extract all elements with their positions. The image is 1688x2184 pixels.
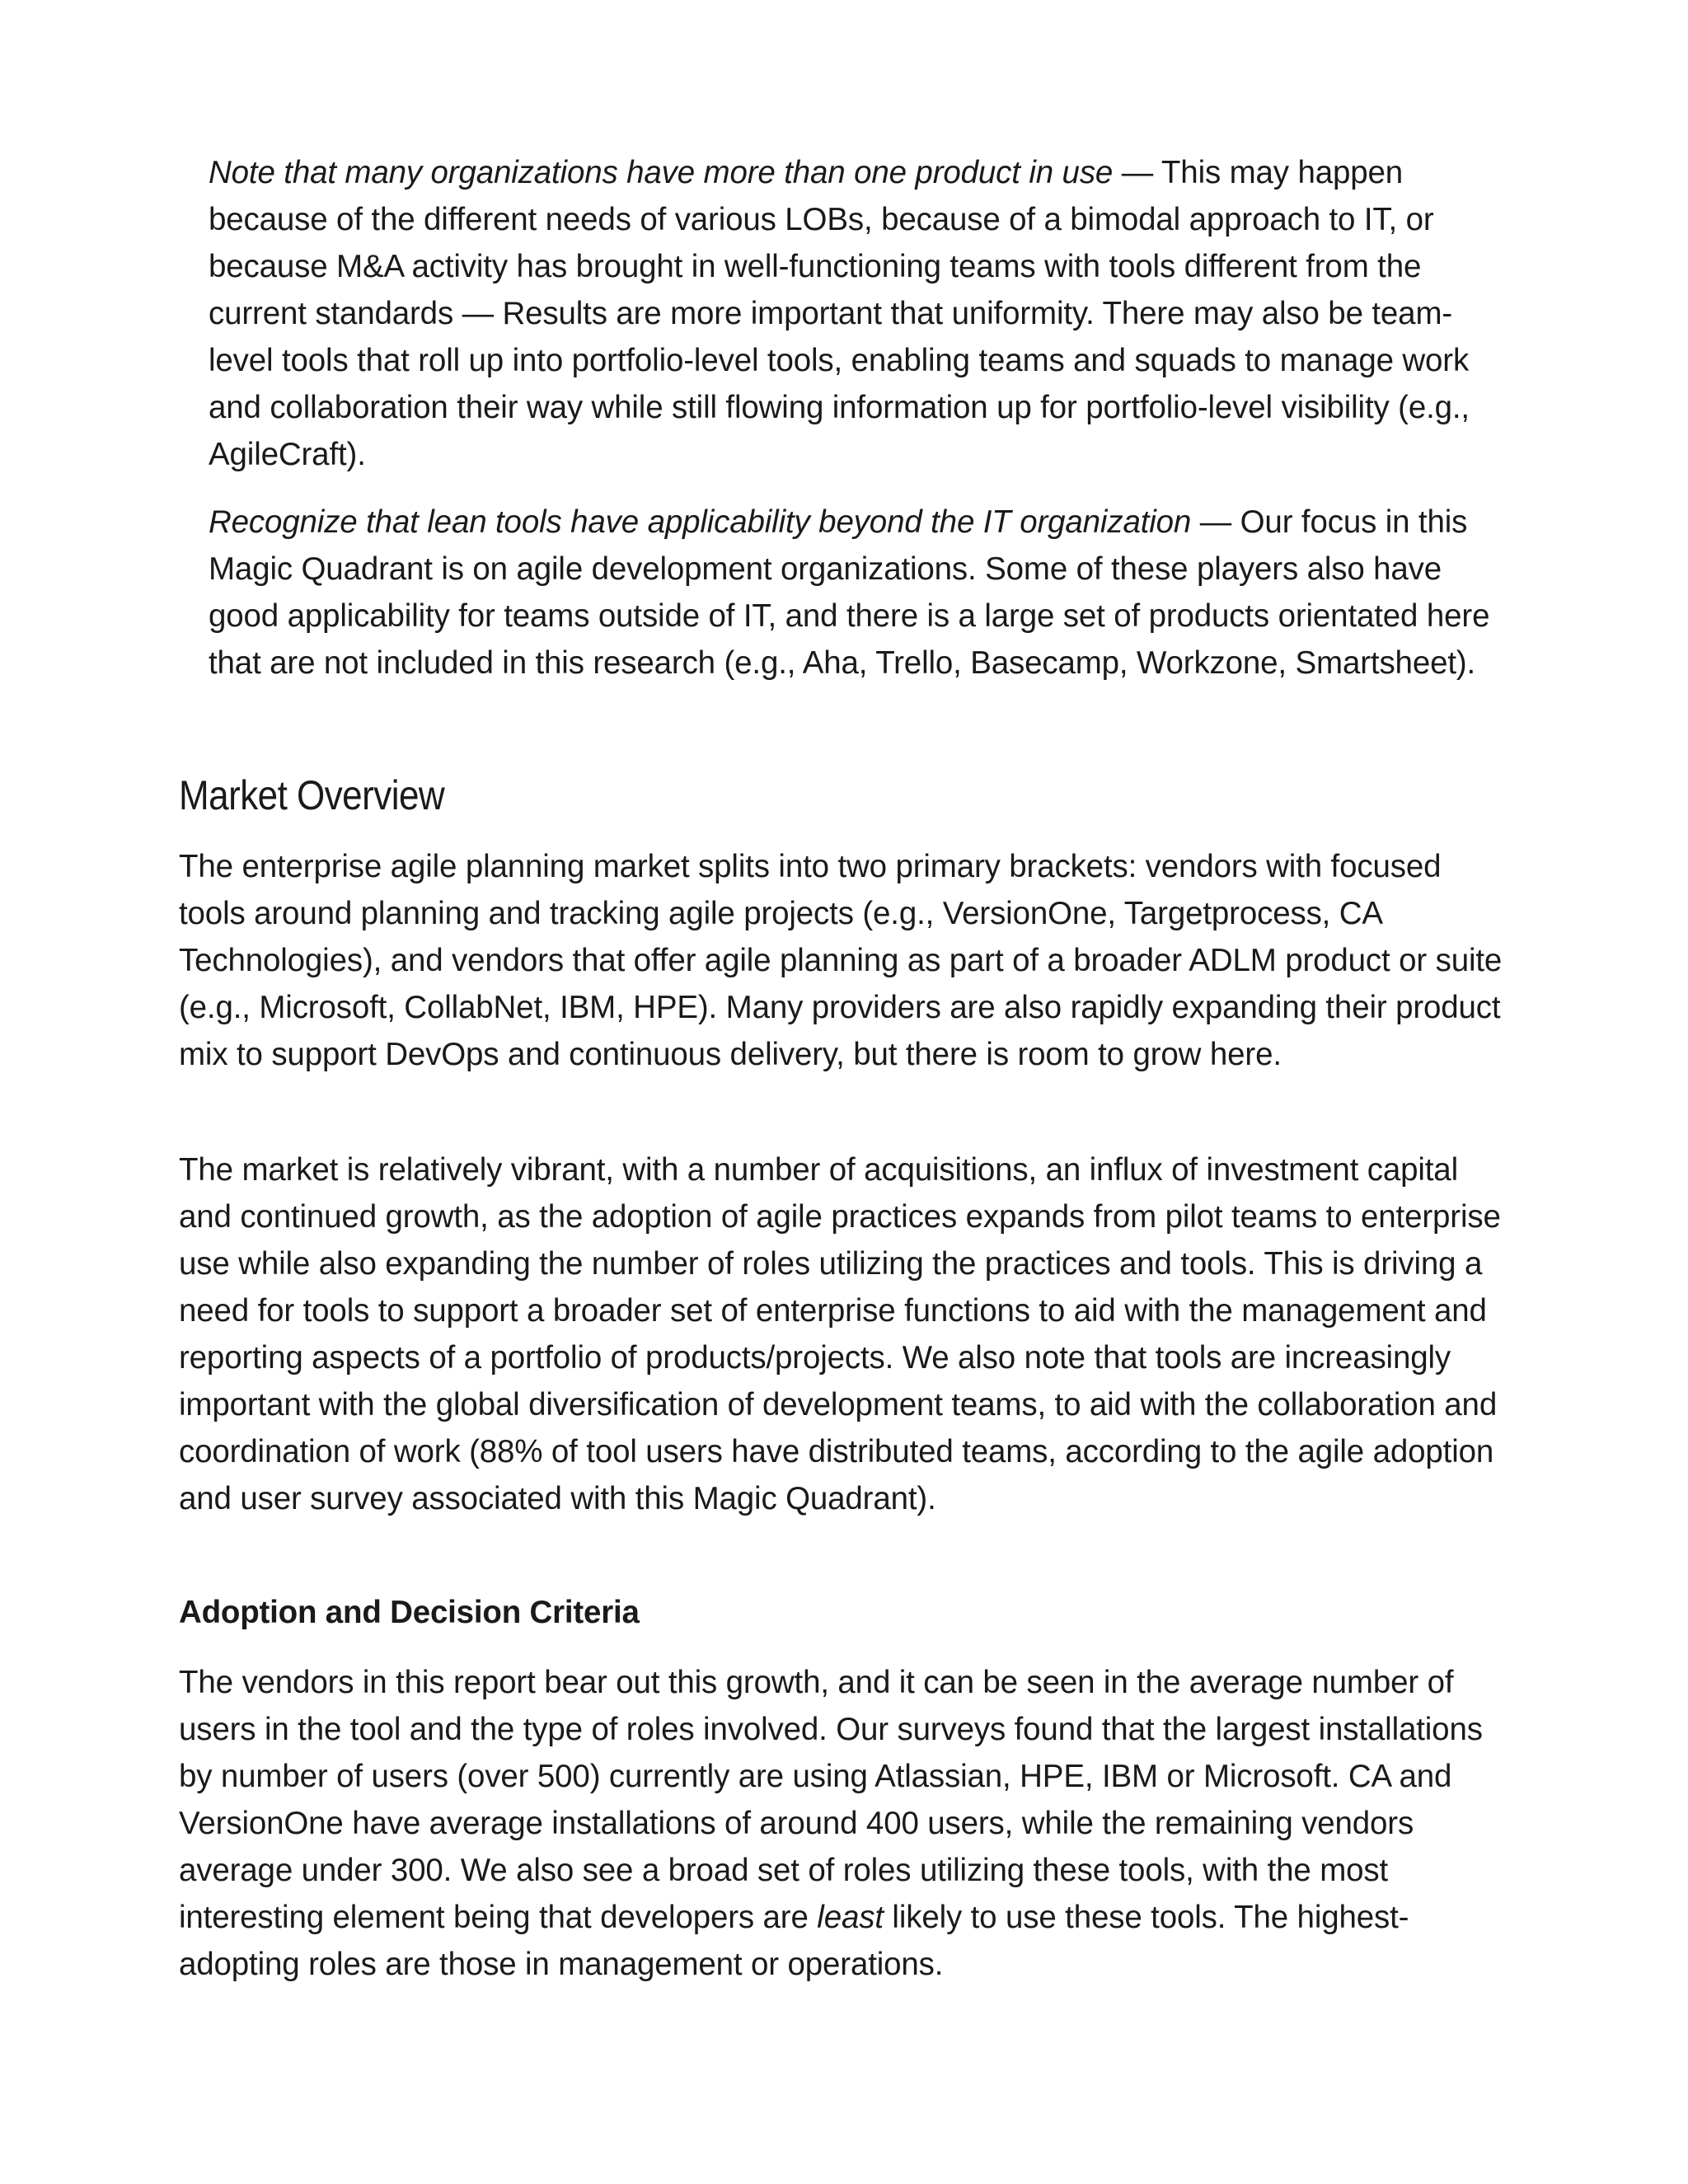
market-overview-paragraph-1: The enterprise agile planning market splits into two primary brackets: vendors with focused tools around planning and tracking agile projects (e.g., VersionOne, Targetprocess, CA Technologies), and vendors that offer agile planning as part of a broader ADLM product or suite (e.g., Microsoft, CollabNet, IBM, HPE). Many providers are also rapidly expanding their product mix to support DevOps and continuous delivery, but there is room to grow here. (179, 849, 1503, 1072)
adoption-text-before: The vendors in this report bear out this growth, and it can be seen in the average number of users in the tool and the type of roles involved. Our surveys found that the largest installations by number of users (over 500) currently are using Atlassian, HPE, IBM or Microsoft. CA and VersionOne have average installations of around 400 users, while the remaining vendors average under 300. We also see a broad set of roles utilizing these tools, with the most interesting element being that developers are (179, 1665, 1483, 1935)
recognize-paragraph-text: — Our focus in this Magic Quadrant is on agile development organizations. Some of these players also have good applicability for teams outside of IT, and there is a large set of products orientated here that are not included in this research (e.g., Aha, Trello, Basecamp, Workzone, Smartsheet). (209, 504, 1490, 681)
adoption-heading: Adoption and Decision Criteria (179, 1595, 640, 1630)
adoption-paragraph (179, 1659, 1515, 1988)
adoption-text-after: likely to use these tools. The highest-adopting roles are those in management or operations. (179, 1900, 1409, 1982)
note-paragraph-text: — This may happen because of the different needs of various LOBs, because of a bimodal approach to IT, or because M&A activity has brought in well-functioning teams with tools different from the current standards — Results are more important that uniformity. There may also be team-level tools that roll up into portfolio-level tools, enabling teams and squads to manage work and collaboration their way while still flowing information up for portfolio-level visibility (e.g., AgileCraft). (209, 155, 1470, 472)
market-overview-paragraph-2: The market is relatively vibrant, with a number of acquisitions, an influx of investment capital and continued growth, as the adoption of agile practices expands from pilot teams to enterprise use while also expanding the number of roles utilizing the practices and tools. This is driving a need for tools to support a broader set of enterprise functions to aid with the management and reporting aspects of a portfolio of products/projects. We also note that tools are increasingly important with the global diversification of development teams, to aid with the collaboration and coordination of work (88% of tool users have distributed teams, according to the agile adoption and user survey associated with this Magic Quadrant). (179, 1152, 1501, 1516)
note-paragraph (209, 149, 1515, 478)
recognize-paragraph-lead: Recognize that lean tools have applicability beyond the IT organization (209, 504, 1192, 540)
note-paragraph-lead: Note that many organizations have more than one product in use (209, 155, 1114, 190)
market-overview-heading: Market Overview (179, 772, 445, 818)
adoption-emphasis: least (817, 1900, 884, 1935)
recognize-paragraph (209, 499, 1515, 687)
